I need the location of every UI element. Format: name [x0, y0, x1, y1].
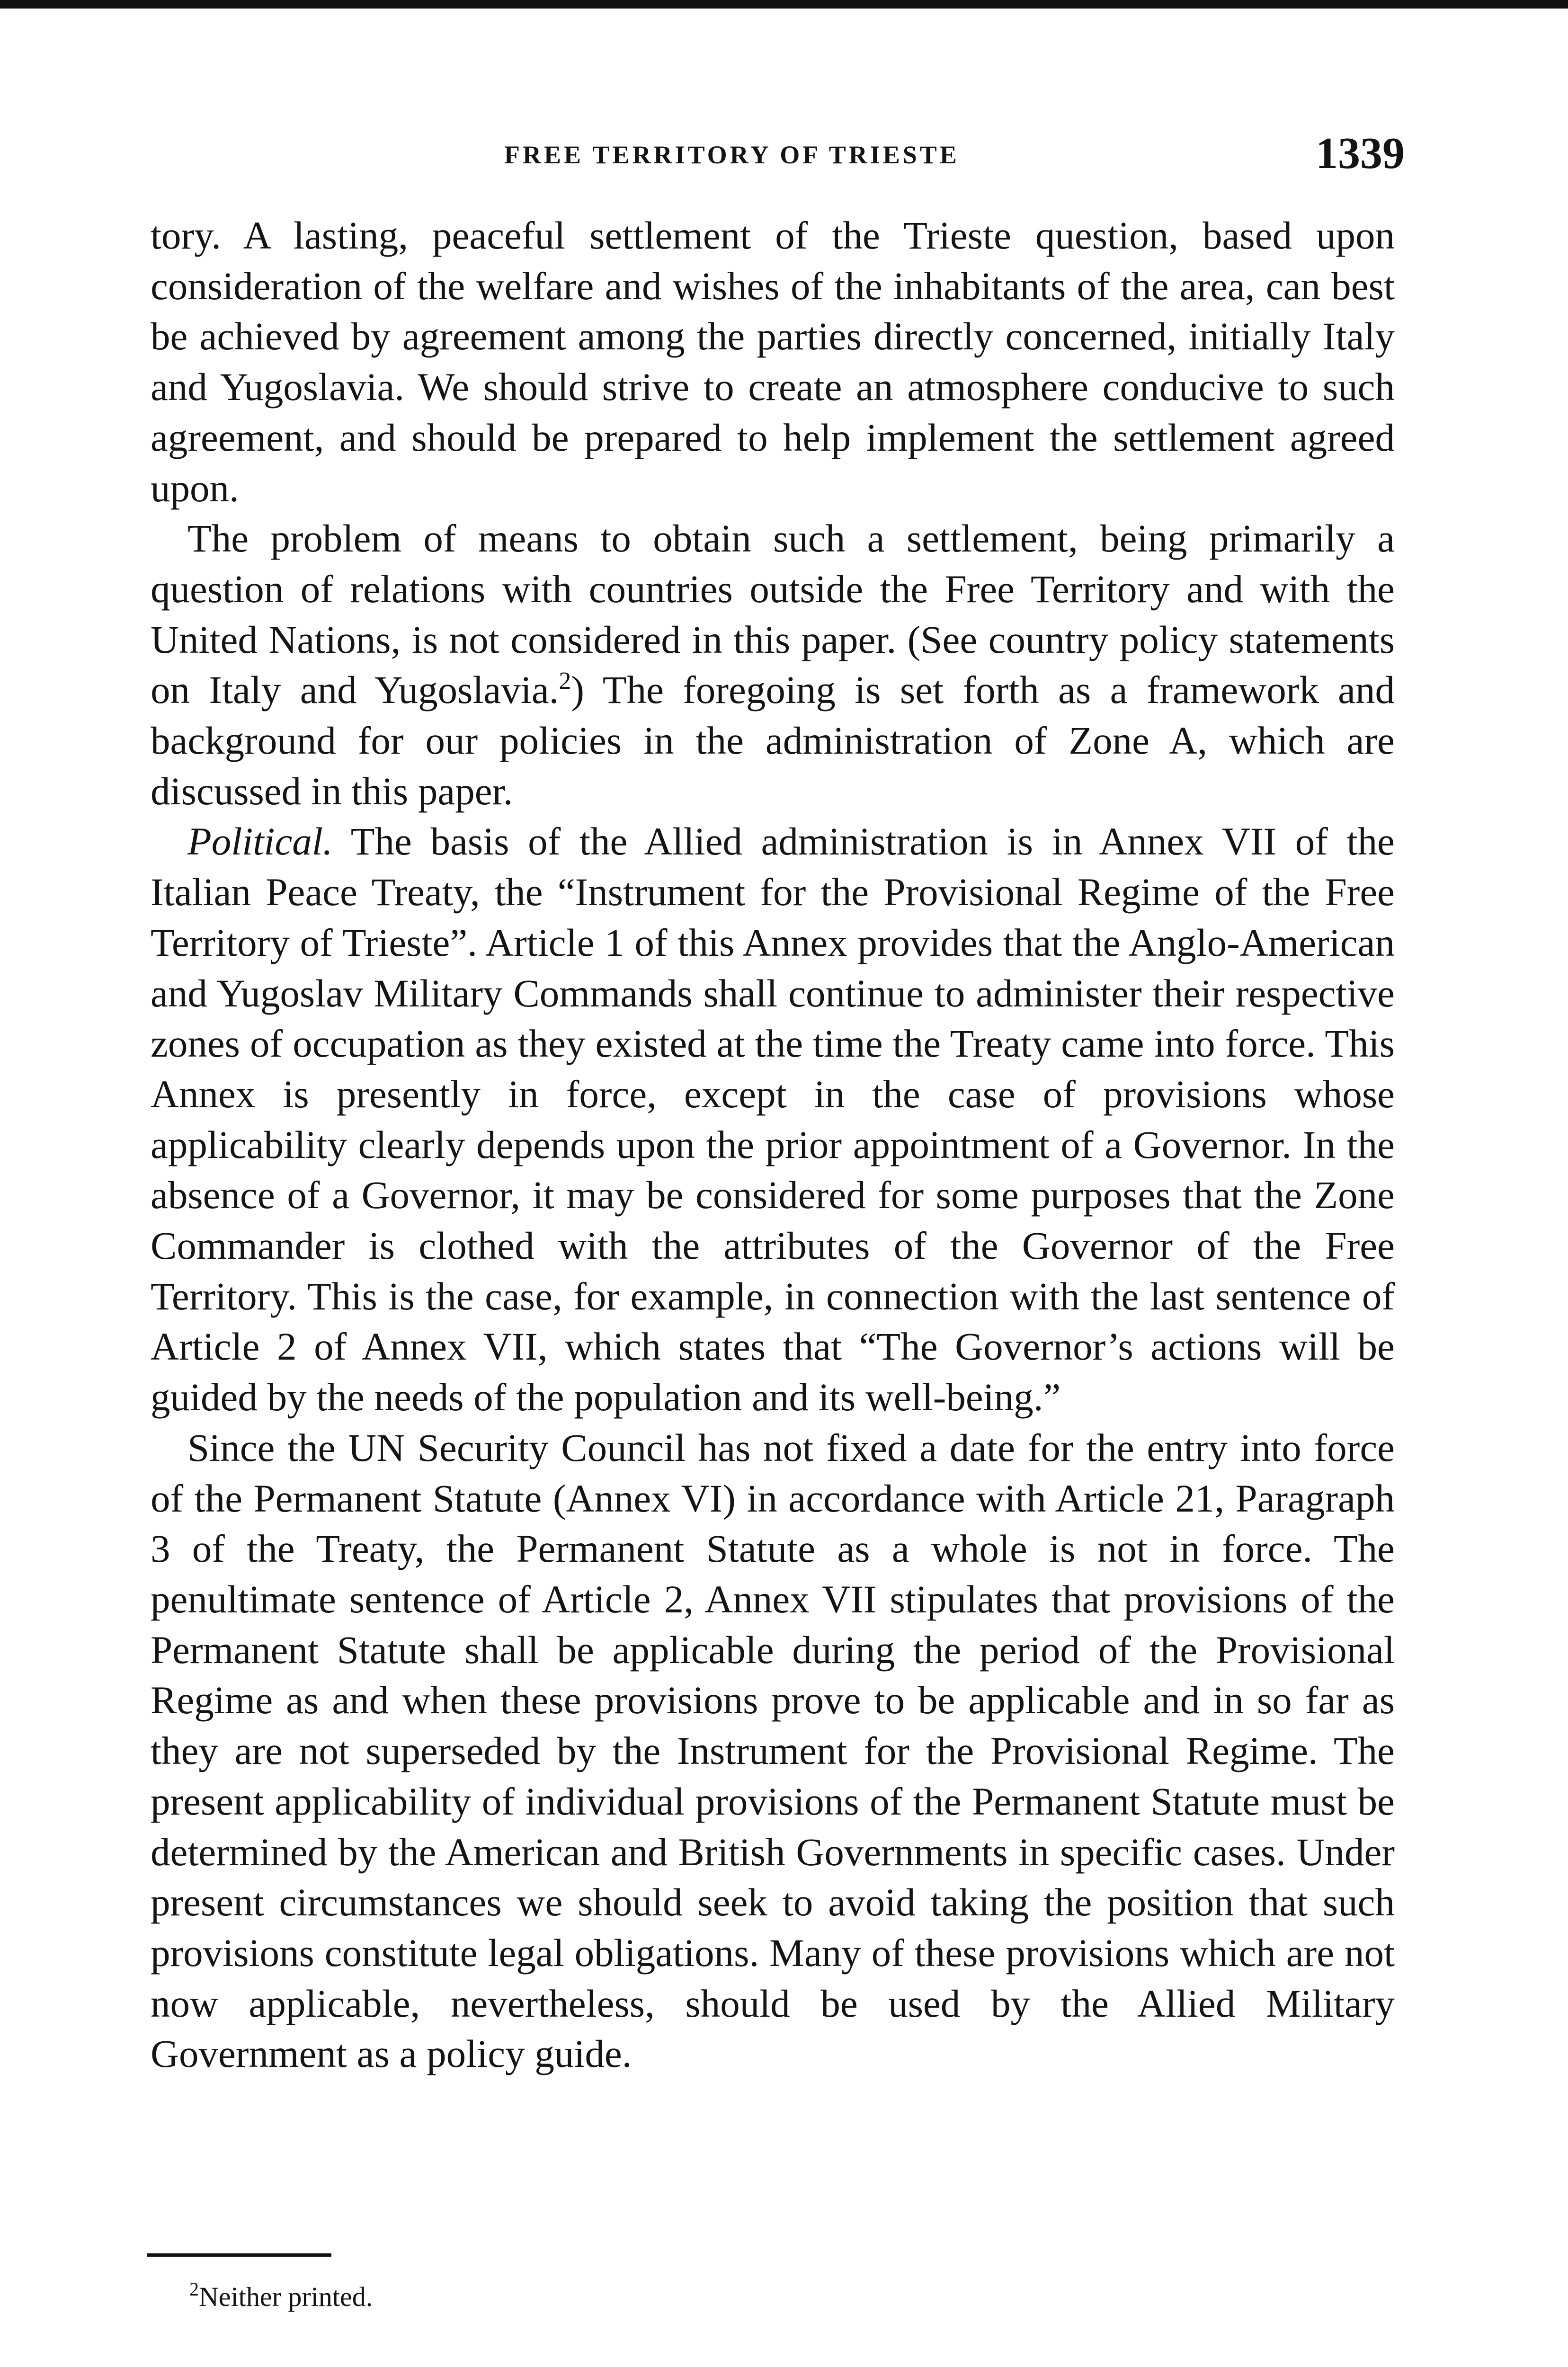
- footnote-separator-rule: [147, 2253, 331, 2257]
- paragraph-text: ) The foregoing is set forth as a framework and background for our policies in the administration of Zone A, which are discussed in this paper.: [151, 668, 1395, 813]
- paragraph-permanent-statute: Since the UN Security Council has not fixed a date for the entry into force of the Permanent Statute (Annex VI) in accordance with Article 21, Paragraph 3 of the Treaty, the Permanent Statute as a whole is not in force. The penultimate sentence of Article 2, Annex VII stipulates that provisions of the Permanent Statute shall be applicable during the period of the Provisional Regime as and when these provisions prove to be applicable and in so far as they are not superseded by the Instrument for the Provisional Regime. The present applicability of individual provisions of the Permanent Statute must be determined by the American and British Governments in specific cases. Under present circumstances we should seek to avoid taking the position that such provisions constitute legal obligations. Many of these provisions which are not now applicable, nevertheless, should be used by the Allied Military Government as a policy guide.: [151, 1425, 1395, 2076]
- paragraph-continued: tory. A lasting, peaceful settlement of the Trieste question, based upon consideration of the welfare and wishes of the inhabitants of the area, can best be achieved by agreement among the parties directly concerned, initially Italy and Yugoslavia. We should strive to create an atmosphere conducive to such agreement, and should be prepared to help implement the settlement agreed upon.: [151, 214, 1395, 510]
- page-number: 1339: [1316, 129, 1405, 178]
- footnote-marker: 2: [189, 2278, 199, 2300]
- footnote-reference: 2: [559, 667, 571, 695]
- paragraph-text: The basis of the Allied administration is in Annex VII of the Italian Peace Treaty, the “Instrument for the Provisional Regime of the Free Territory of Trieste”. Article 1 of this Annex provides that the Anglo-American and Yugoslav Military Commands shall continue to administer their respective zones of occupation as they existed at the time the Treaty came into force. This Annex is presently in force, except in the case of provisions whose applicability clearly depends upon the prior appointment of a Governor. In the absence of a Governor, it may be considered for some purposes that the Zone Commander is clothed with the attributes of the Governor of the Free Territory. This is the case, for example, in connection with the last sentence of Article 2 of Annex VII, which states that “The Governor’s actions will be guided by the needs of the population and its well-being.”: [151, 819, 1395, 1419]
- footnote: [189, 2278, 373, 2313]
- top-border-rule: [0, 0, 1568, 9]
- paragraph-text: The problem of means to obtain such a settlement, being primarily a question of relations with countries outside the Free Territory and with the United Nations, is not considered in this paper. (See country policy statements on Italy and Yugoslavia.: [151, 516, 1395, 712]
- paragraph-means-of-settlement: [151, 513, 1395, 816]
- footnote-text: Neither printed.: [199, 2281, 373, 2312]
- running-head-title: FREE TERRITORY OF TRIESTE: [504, 141, 960, 169]
- paragraph-political: [151, 816, 1395, 1422]
- section-run-in-heading: Political.: [187, 819, 333, 863]
- body-text: [151, 210, 1395, 2079]
